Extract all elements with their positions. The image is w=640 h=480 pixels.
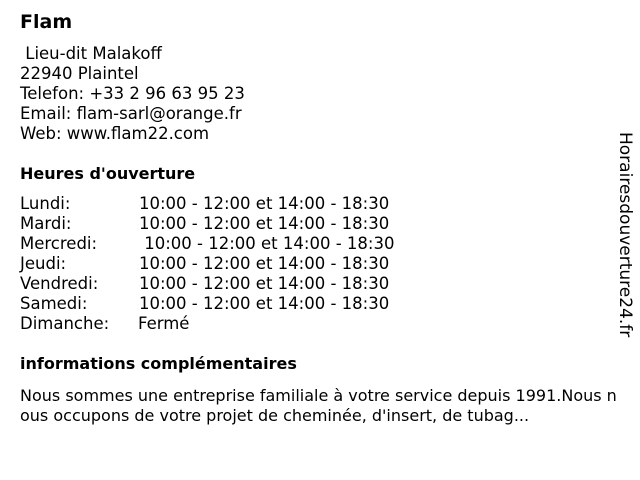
day-hours: 10:00 - 12:00 et 14:00 - 18:30 [139,214,390,233]
hours-row-saturday [20,294,394,314]
hours-row-sunday [20,314,394,334]
day-label: Mercredi: [20,234,98,253]
day-label: Mardi: [20,214,72,233]
site-watermark: Horairesdouverture24.fr [615,132,635,338]
day-label: Lundi: [20,194,71,213]
day-hours: 10:00 - 12:00 et 14:00 - 18:30 [139,274,390,293]
hours-row-thursday [20,254,394,274]
address-line-2: 22940 Plaintel [20,64,139,83]
phone-line: Telefon: +33 2 96 63 95 23 [20,84,245,103]
hours-row-wednesday [20,234,394,254]
business-name: Flam [20,11,73,33]
day-hours: 10:00 - 12:00 et 14:00 - 18:30 [139,234,395,253]
additional-info-heading: informations complémentaires [20,354,297,373]
opening-hours-table [20,194,394,334]
additional-info-text: Nous sommes une entreprise familiale à votre service depuis 1991.Nous nous occupons de votre projet de cheminée, d'insert, de tubag... [20,386,617,425]
address-line-1: Lieu-dit Malakoff [20,44,162,63]
hours-row-friday [20,274,394,294]
hours-row-tuesday [20,214,394,234]
web-line: Web: www.flam22.com [20,124,210,143]
day-label: Jeudi: [20,254,67,273]
contact-block [20,44,245,144]
day-label: Dimanche: [20,314,110,333]
hours-row-monday [20,194,394,214]
opening-hours-heading: Heures d'ouverture [20,164,196,183]
email-line: Email: flam-sarl@orange.fr [20,104,242,123]
day-hours: 10:00 - 12:00 et 14:00 - 18:30 [139,294,390,313]
day-hours: 10:00 - 12:00 et 14:00 - 18:30 [139,254,390,273]
day-label: Vendredi: [20,274,99,293]
day-hours: Fermé [138,314,190,333]
day-hours: 10:00 - 12:00 et 14:00 - 18:30 [139,194,390,213]
day-label: Samedi: [20,294,88,313]
